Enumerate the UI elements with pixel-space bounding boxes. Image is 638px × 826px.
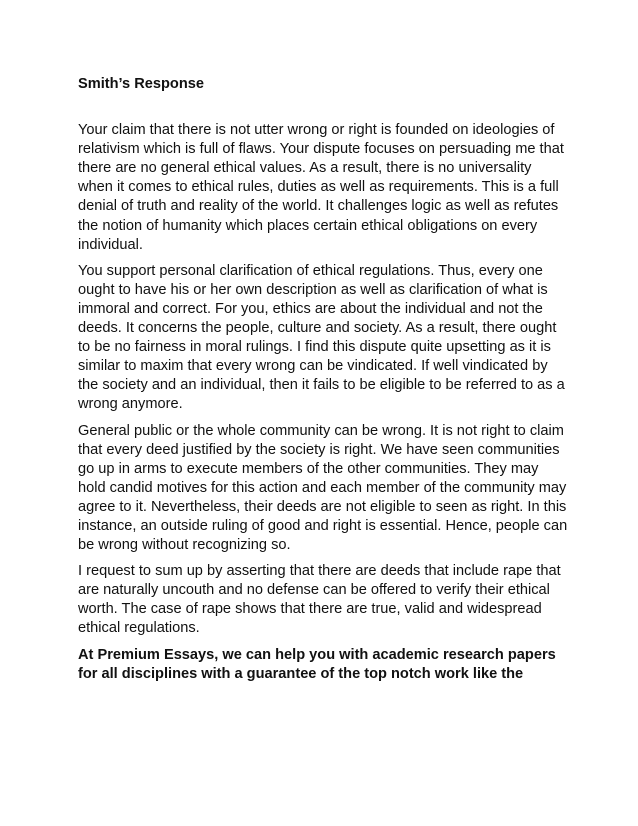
- document-title: Smith’s Response: [78, 76, 204, 92]
- document-body: [78, 75, 568, 691]
- paragraph-4: I request to sum up by asserting that there are deeds that include rape that are naturally uncouth and no defense can be offered to verify their ethical worth. The case of rape shows that there are true, valid and widespread ethical regulations.: [78, 563, 561, 637]
- promo-paragraph: At Premium Essays, we can help you with academic research papers for all disciplines with a guarantee of the top notch work like the: [78, 646, 556, 682]
- paragraph-3: General public or the whole community can be wrong. It is not right to claim that every deed justified by the society is right. We have seen communities go up in arms to execute members of the other communities. They may hold candid motives for this action and each member of the community may agree to it. Nevertheless, their deeds are not eligible to seen as right. In this instance, an outside ruling of good and right is essential. Hence, people can be wrong without recognizing so.: [78, 422, 568, 554]
- paragraph-2: You support personal clarification of ethical regulations. Thus, every one ought to have his or her own description as well as clarification of what is immoral and correct. For you, ethics are about the individual and not the deeds. It concerns the people, culture and society. As a result, there ought to be no fairness in moral rulings. I find this dispute quite upsetting as it is similar to maxim that every wrong can be vindicated. If well vindicated by the society and an individual, then it fails to be eligible to be referred to as a wrong anymore.: [78, 262, 565, 413]
- paragraph-1: Your claim that there is not utter wrong or right is founded on ideologies of relativism which is full of flaws. Your dispute focuses on persuading me that there are no general ethical values. As a result, there is no universality when it comes to ethical rules, duties as well as requirements. This is a full denial of truth and reality of the world. It challenges logic as well as refutes the notion of humanity which places certain ethical obligations on every individual.: [78, 122, 564, 253]
